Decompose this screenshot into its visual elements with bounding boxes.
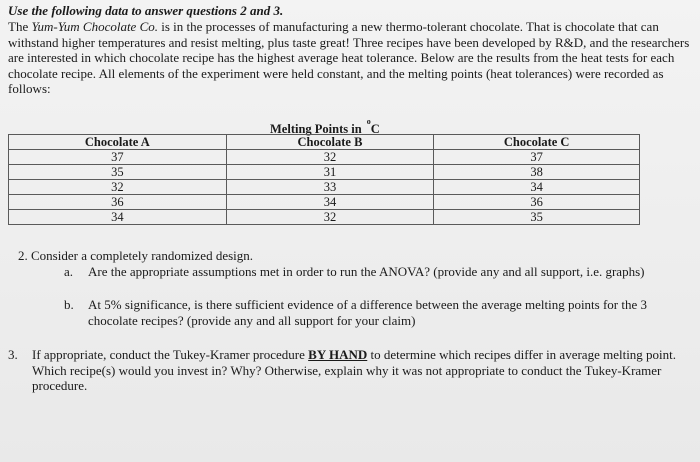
intro-body: is in the processes of manufacturing a new thermo-tolerant chocolate. That is chocolate that can withstand higher temperatures and resist melting, plus taste great! Three recipes have been developed by R&D, and the researchers are interested in which chocolate recipe has the highest average heat tolerance. Below are the results from the heat tests for each chocolate recipe. All elements of the experiment were held constant, and the melting points (heat tolerances) were recorded as follows: xyxy=(8,19,690,97)
question-2-text: Consider a completely randomized design. xyxy=(31,248,254,263)
question-3-text xyxy=(32,347,688,394)
question-2b-label: b. xyxy=(64,297,74,312)
table-title-text: Melting Points in $^o$C xyxy=(270,117,380,136)
table-cell: 34 xyxy=(226,195,434,210)
table-row xyxy=(9,195,640,210)
table-row xyxy=(9,165,640,180)
table-cell: 38 xyxy=(434,165,640,180)
table-cell: 35 xyxy=(434,210,640,225)
question-2b-text: At 5% significance, is there sufficient evidence of a difference between the average melting points for the 3 chocolate recipes? (provide any and all support for your claim) xyxy=(88,297,648,328)
question-2a-text: Are the appropriate assumptions met in order to run the ANOVA? (provide any and all support, i.e. graphs) xyxy=(88,264,645,279)
melting-points-table xyxy=(8,134,640,225)
table-cell: 37 xyxy=(434,150,640,165)
intro-paragraph xyxy=(8,19,694,97)
question-2 xyxy=(18,248,253,264)
table-cell: 36 xyxy=(9,195,227,210)
table-cell: 32 xyxy=(9,180,227,195)
table-cell: 34 xyxy=(434,180,640,195)
degree-symbol: o xyxy=(366,117,371,126)
table-row xyxy=(9,150,640,165)
table-cell: 35 xyxy=(9,165,227,180)
question-2b xyxy=(64,297,694,328)
question-2a xyxy=(64,264,684,280)
table-cell: 37 xyxy=(9,150,227,165)
question-3-number: 3. xyxy=(8,347,18,362)
table-cell: 31 xyxy=(226,165,434,180)
question-2-number: 2. xyxy=(18,248,28,263)
table-cell: 33 xyxy=(226,180,434,195)
table-cell: 32 xyxy=(226,150,434,165)
table-row xyxy=(9,210,640,225)
question-3-emphasis: BY HAND xyxy=(308,347,368,362)
header-chocolate-a: Chocolate A xyxy=(9,135,227,150)
instructions-heading: Use the following data to answer questions 2 and 3. xyxy=(8,3,284,18)
table-cell: 34 xyxy=(9,210,227,225)
table-row xyxy=(9,180,640,195)
company-name: Yum-Yum Chocolate Co. xyxy=(31,19,159,34)
question-2a-label: a. xyxy=(64,264,74,279)
question-3 xyxy=(8,347,688,394)
table-cell: 32 xyxy=(226,210,434,225)
header-chocolate-c: Chocolate C xyxy=(434,135,640,150)
table-header-row xyxy=(9,135,640,150)
table-cell: 36 xyxy=(434,195,640,210)
intro-lead: The xyxy=(8,19,32,34)
question-3-pre: If appropriate, conduct the Tukey-Kramer procedure xyxy=(32,347,309,362)
question-3-post: to determine which recipes differ in average melting point. Which recipe(s) would you invest in? Why? Otherwise, explain why it was not appropriate to conduct the Tukey-Kramer procedure. xyxy=(32,347,677,394)
header-chocolate-b: Chocolate B xyxy=(226,135,434,150)
